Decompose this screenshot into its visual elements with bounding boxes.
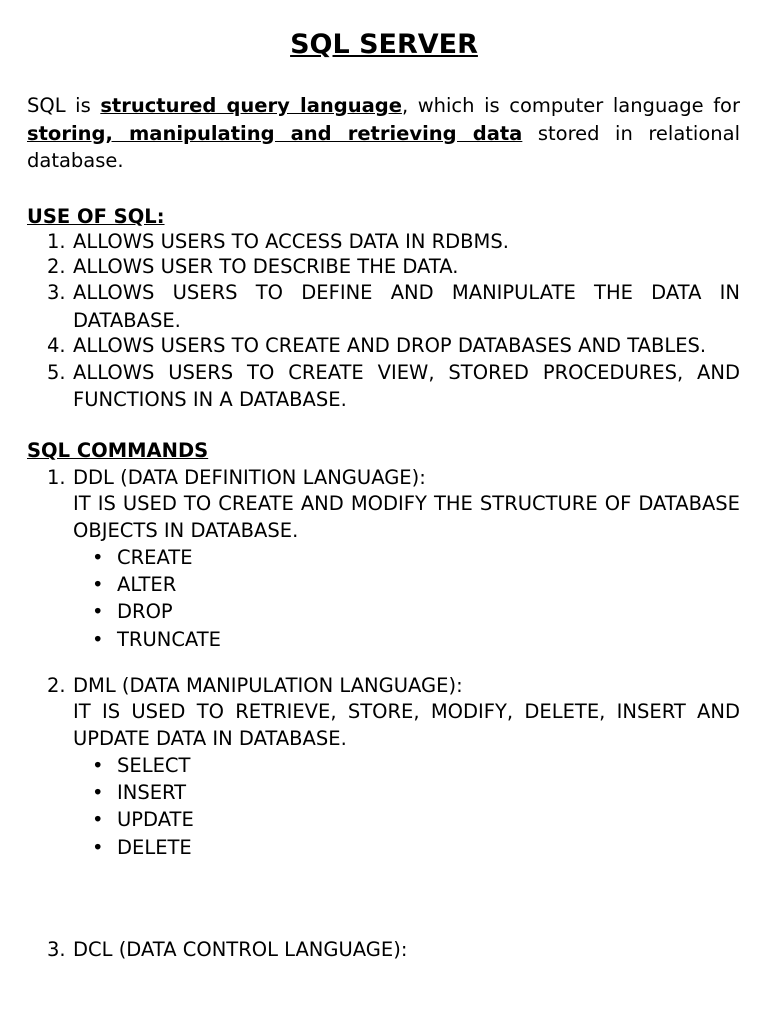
bullet-icon: • — [92, 754, 104, 777]
dcl-title: DCL (DATA CONTROL LANGUAGE): — [73, 938, 408, 961]
command-name: ALTER — [117, 573, 177, 597]
list-item — [27, 279, 740, 334]
list-item-text: ALLOWS USER TO DESCRIBE THE DATA. — [73, 254, 459, 278]
list-number: 3. — [47, 281, 66, 304]
dml-command-list — [27, 752, 740, 861]
bullet-icon: • — [92, 573, 104, 597]
sql-commands-heading: SQL COMMANDS — [27, 439, 209, 462]
ddl-description: IT IS USED TO CREATE AND MODIFY THE STRUCTURE OF DATABASE OBJECTS IN DATABASE. — [73, 492, 740, 542]
list-number: 2. — [47, 254, 66, 278]
use-of-sql-list — [27, 230, 740, 414]
list-item — [27, 255, 740, 280]
intro-text-3: stored in relational database. — [27, 121, 740, 172]
intro-text-1: SQL is — [27, 94, 101, 117]
list-item — [92, 752, 740, 779]
list-item — [92, 571, 740, 598]
list-item-text: ALLOWS USERS TO CREATE AND DROP DATABASES AND TABLES. — [73, 334, 707, 357]
dcl-section — [27, 937, 740, 962]
dml-heading — [27, 673, 740, 698]
intro-emphasis-2: storing, manipulating and retrieving data — [27, 121, 523, 145]
ddl-title: DDL (DATA DEFINITION LANGUAGE): — [73, 466, 426, 489]
command-name: SELECT — [117, 754, 191, 777]
list-item-text: ALLOWS USERS TO DEFINE AND MANIPULATE THE DATA IN DATABASE. — [73, 281, 740, 332]
list-item — [92, 626, 740, 653]
list-number: 3. — [47, 938, 66, 961]
list-number: 5. — [47, 360, 66, 384]
command-name: DELETE — [117, 835, 192, 859]
dml-section — [27, 673, 740, 861]
list-number: 4. — [47, 334, 66, 357]
command-name: INSERT — [117, 781, 187, 805]
dcl-heading — [27, 937, 740, 962]
dml-title: DML (DATA MANIPULATION LANGUAGE): — [73, 674, 463, 697]
list-number: 1. — [47, 466, 66, 489]
bullet-icon: • — [92, 600, 104, 624]
bullet-icon: • — [92, 781, 104, 805]
list-number: 1. — [47, 230, 66, 253]
list-item — [92, 779, 740, 806]
list-item-text: ALLOWS USERS TO CREATE VIEW, STORED PROCEDURES, AND FUNCTIONS IN A DATABASE. — [73, 360, 740, 411]
bullet-icon: • — [92, 627, 104, 651]
intro-paragraph — [27, 92, 740, 175]
list-item — [92, 598, 740, 625]
ddl-heading — [27, 465, 740, 490]
ddl-section — [27, 465, 740, 653]
list-item — [92, 834, 740, 861]
list-item-text: ALLOWS USERS TO ACCESS DATA IN RDBMS. — [73, 230, 509, 253]
bullet-icon: • — [92, 808, 104, 832]
list-item — [92, 806, 740, 833]
command-name: UPDATE — [117, 808, 194, 832]
bullet-icon: • — [92, 546, 104, 569]
dml-description: IT IS USED TO RETRIEVE, STORE, MODIFY, DELETE, INSERT AND UPDATE DATA IN DATABASE. — [73, 700, 740, 750]
bullet-icon: • — [92, 835, 104, 859]
list-item — [27, 334, 740, 359]
page-title: SQL SERVER — [290, 29, 478, 60]
command-name: TRUNCATE — [117, 627, 221, 651]
list-item — [92, 544, 740, 571]
list-item — [27, 359, 740, 414]
use-of-sql-heading: USE OF SQL: — [27, 205, 165, 228]
list-number: 2. — [47, 674, 66, 697]
list-item — [27, 230, 740, 255]
ddl-command-list — [27, 544, 740, 653]
command-name: CREATE — [117, 546, 193, 569]
command-name: DROP — [117, 600, 173, 624]
intro-text-2: , which is computer language for — [401, 94, 741, 117]
intro-emphasis-1: structured query language — [100, 94, 402, 117]
